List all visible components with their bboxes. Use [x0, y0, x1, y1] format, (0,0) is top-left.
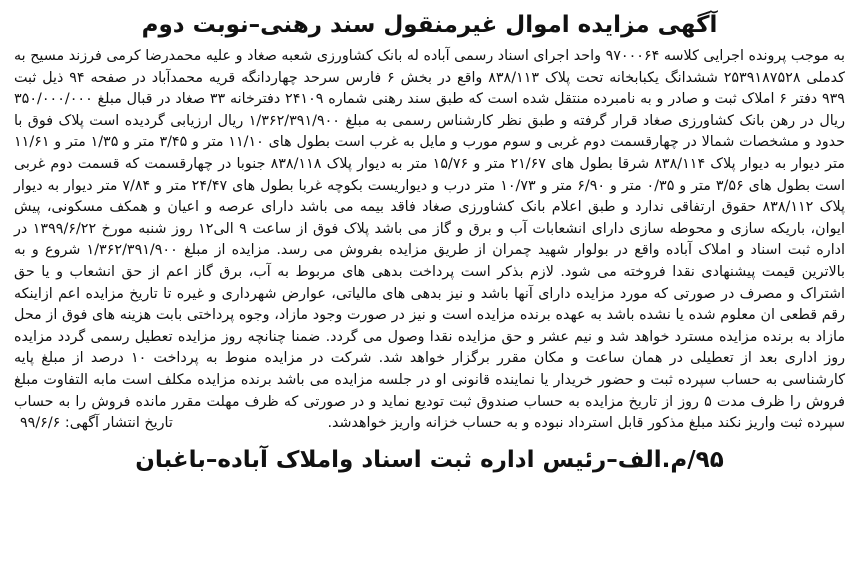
- notice-signature: ۹۵/م.الف–رئیس اداره ثبت اسناد واملاک آباده–باغبان: [135, 446, 724, 473]
- publish-date: تاریخ انتشار آگهی: ۹۹/۶/۶: [20, 415, 173, 432]
- notice-body: به موجب پرونده اجرایی کلاسه ۹۷۰۰۰۶۴ واحد اجرای اسناد رسمی آباده له بانک کشاورزی شعبه صغاد و علیه محمدرضا کرمی فرزند مسیح به کدملی ۲۵۳۹۱۸۷۵۲۸ ششدانگ یکبابخانه تحت پلاک ۸۳۸/۱۱۳ واقع در بخش ۶ فارس سرحد چهاردانگه قریه محمدآباد در صفحه ۹۴ ذیل ثبت ۹۳۹ دفتر ۶ املاک ثبت و صادر و به نامبرده منتقل شده است که طبق سند رهنی شماره ۲۴۱۰۹ دفترخانه ۳۳ صغاد در قبال مبلغ ۳۵۰/۰۰۰/۰۰۰ ریال در رهن بانک کشاورزی صغاد قرار گرفته و طبق نظر کارشناس رسمی به مبلغ ۱/۳۶۲/۳۹۱/۹۰۰ ریال ارزیابی گردیده است پلاک فوق با حدود و مشخصات شمالا در چهارقسمت دوم غربی و سوم مورب و مایل به غرب است بطول های ۱۱/۱۰ متر و ۳/۴۵ متر و ۱/۳۵ متر و ۱۱/۶۱ متر دیوار به دیوار پلاک ۸۳۸/۱۱۴ شرقا بطول های ۲۱/۶۷ متر و ۱۵/۷۶ متر به دیوار پلاک ۸۳۸/۱۱۸ جنوبا در چهارقسمت که قسمت دوم غربی است بطول های ۳/۵۶ متر و ۰/۳۵ متر و ۶/۹۰ متر و ۱۰/۷۳ متر درب و دیواریست بکوچه غربا بطول های ۲۴/۴۷ متر و ۷/۸۴ متر دیوار به دیوار پلاک ۸۳۸/۱۱۲ حقوق ارتفاقی ندارد و طبق اعلام بانک کشاورزی صغاد فاقد بیمه می باشد دارای عرصه و اعیان و همکف مسکونی، پیش ایوان، باریکه سازی و محوطه سازی دارای انشعابات آب و برق و گاز می باشد پلاک فوق از ساعت ۹ الی۱۲ روز شنبه مورخ ۱۳۹۹/۶/۲۲ در اداره ثبت اسناد و املاک آباده واقع در بولوار شهید چمران از طریق مزایده بفروش می رسد. مزایده از مبلغ ۱/۳۶۲/۳۹۱/۹۰۰ شروع و به بالاترین قیمت پیشنهادی نقدا فروخته می شود. لازم بذکر است پرداخت بدهی های مربوط به آب، برق گاز اعم از حق انشعاب و یا حق اشتراک و مصرف در صورتی که مورد مزایده دارای آنها باشد و نیز بدهی های مالیاتی، عوارض شهرداری و غیره تا تاریخ مزایده اعم ازاینکه رقم قطعی ان معلوم شده یا نشده باشد به عهده برنده مزایده است و نیز در صورت وجود مازاد، وجوه پرداختی بابت هزینه های فوق از محل مازاد به برنده مزایده مسترد خواهد شد و نیم عشر و حق مزایده نقدا وصول می گردد. ضمنا چنانچه روز مزایده تعطیل رسمی گردد مزایده روز اداری بعد از تعطیلی در همان ساعت و مکان مقرر برگزار خواهد شد. شرکت در مزایده منوط به پرداخت ۱۰ درصد از مبلغ پایه کارشناسی به حساب سپرده ثبت و حضور خریدار یا نماینده قانونی او در جلسه مزایده می باشد برنده مزایده مکلف است مابه التفاوت مبلغ فروش را ظرف مدت ۵ روز از تاریخ مزایده به حساب صندوق ثبت تودیع نماید و در صورتی که ظرف مهلت مقرر مانده فروش را به حساب سپرده ثبت واریز نکند مبلغ مذکور قابل استرداد نبوده و به حساب خزانه واریز خواهدشد.: [14, 48, 846, 432]
- notice-title: آگهی مزایده اموال غیرمنقول سند رهنی–نوبت دوم: [141, 12, 718, 38]
